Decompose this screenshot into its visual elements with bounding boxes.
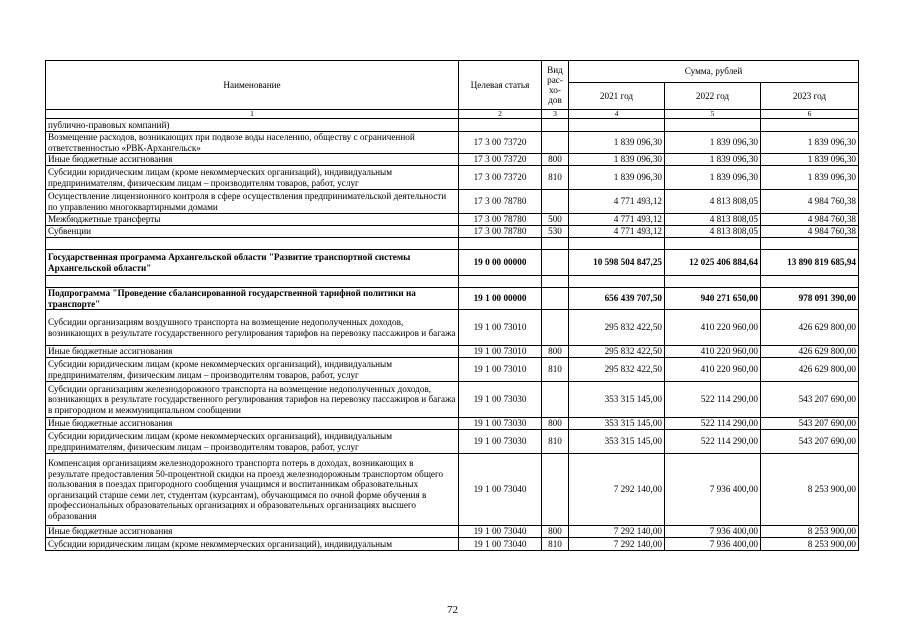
column-number: 3 <box>542 110 569 119</box>
column-number: 5 <box>665 110 761 119</box>
row-code-cell <box>459 238 542 250</box>
row-sum-2021-cell: 353 315 145,00 <box>569 418 665 430</box>
row-sum-2021-cell: 353 315 145,00 <box>569 382 665 418</box>
row-sum-2022-cell: 1 839 096,30 <box>665 154 761 166</box>
row-kind-cell <box>542 119 569 132</box>
row-code-cell: 17 3 00 73720 <box>459 132 542 154</box>
row-name-cell: Субсидии юридическим лицам (кроме некоммерческих организаций), индивидуальным <box>46 538 459 551</box>
row-kind-cell <box>542 132 569 154</box>
table-body <box>46 61 859 551</box>
row-name-cell: Возмещение расходов, возникающих при подвозе воды населению, обществу с ограниченной ответственностью «РВК-Архангельск» <box>46 132 459 154</box>
row-sum-2022-cell: 410 220 960,00 <box>665 358 761 382</box>
table-row <box>46 418 859 430</box>
row-code-cell: 19 1 00 73030 <box>459 418 542 430</box>
row-sum-2023-cell: 978 091 390,00 <box>761 288 859 310</box>
row-code-cell: 19 1 00 00000 <box>459 288 542 310</box>
table-row <box>46 190 859 214</box>
row-code-cell: 19 1 00 73010 <box>459 358 542 382</box>
row-code-cell: 17 3 00 73720 <box>459 166 542 190</box>
row-sum-2023-cell: 8 253 900,00 <box>761 526 859 538</box>
row-sum-2022-cell: 4 813 808,05 <box>665 190 761 214</box>
row-sum-2022-cell: 522 114 290,00 <box>665 430 761 454</box>
row-sum-2021-cell: 1 839 096,30 <box>569 154 665 166</box>
row-code-cell: 19 1 00 73010 <box>459 310 542 346</box>
row-code-cell: 19 1 00 73010 <box>459 346 542 358</box>
row-sum-2023-cell: 8 253 900,00 <box>761 538 859 551</box>
column-number: 1 <box>46 110 459 119</box>
row-name-cell: Осуществление лицензионного контроля в сфере осуществления предпринимательской деятельности по управлению многоквартирными домами <box>46 190 459 214</box>
row-sum-2021-cell: 4 771 493,12 <box>569 190 665 214</box>
col-header-2022: 2022 год <box>665 83 761 110</box>
col-header-kind: Вид рас-хо-дов <box>542 61 569 110</box>
row-kind-cell: 810 <box>542 166 569 190</box>
row-kind-cell <box>542 454 569 526</box>
row-sum-2021-cell <box>569 119 665 132</box>
table-row <box>46 214 859 226</box>
row-sum-2023-cell: 543 207 690,00 <box>761 430 859 454</box>
row-sum-2022-cell: 4 813 808,05 <box>665 214 761 226</box>
row-code-cell <box>459 276 542 288</box>
column-number: 2 <box>459 110 542 119</box>
table-row <box>46 382 859 418</box>
table-row <box>46 119 859 132</box>
row-code-cell: 19 1 00 73040 <box>459 454 542 526</box>
row-sum-2022-cell: 7 936 400,00 <box>665 538 761 551</box>
row-sum-2022-cell: 12 025 406 884,64 <box>665 250 761 276</box>
table-row <box>46 538 859 551</box>
row-sum-2022-cell: 940 271 650,00 <box>665 288 761 310</box>
row-sum-2021-cell <box>569 238 665 250</box>
row-kind-cell <box>542 238 569 250</box>
table-row <box>46 166 859 190</box>
row-name-cell: Государственная программа Архангельской области "Развитие транспортной системы Архангельской области" <box>46 250 459 276</box>
row-sum-2023-cell: 426 629 800,00 <box>761 310 859 346</box>
table-row <box>46 430 859 454</box>
row-kind-cell <box>542 382 569 418</box>
table-row <box>46 250 859 276</box>
row-sum-2022-cell <box>665 119 761 132</box>
row-name-cell: Субсидии юридическим лицам (кроме некоммерческих организаций), индивидуальным предпринимателям, физическим лицам – производителям товаров, работ, услуг <box>46 166 459 190</box>
row-code-cell: 17 3 00 78780 <box>459 226 542 238</box>
row-sum-2021-cell: 7 292 140,00 <box>569 538 665 551</box>
row-name-cell <box>46 276 459 288</box>
row-sum-2022-cell: 4 813 808,05 <box>665 226 761 238</box>
row-code-cell: 19 1 00 73030 <box>459 430 542 454</box>
row-sum-2023-cell: 543 207 690,00 <box>761 418 859 430</box>
row-sum-2023-cell: 4 984 760,38 <box>761 226 859 238</box>
row-sum-2022-cell: 410 220 960,00 <box>665 346 761 358</box>
row-sum-2023-cell <box>761 119 859 132</box>
col-header-sum: Сумма, рублей <box>569 61 859 83</box>
row-name-cell: Субсидии организациям железнодорожного транспорта на возмещение недополученных доходов, возникающих в результате государственного регулирования тарифов на перевозку пассажиров и багажа в пригородном и межмуниципальном сообщении <box>46 382 459 418</box>
row-kind-cell: 530 <box>542 226 569 238</box>
col-header-2023: 2023 год <box>761 83 859 110</box>
col-header-2021: 2021 год <box>569 83 665 110</box>
row-sum-2021-cell: 295 832 422,50 <box>569 358 665 382</box>
table-row <box>46 526 859 538</box>
row-code-cell: 17 3 00 73720 <box>459 154 542 166</box>
row-name-cell: Иные бюджетные ассигнования <box>46 346 459 358</box>
row-code-cell: 17 3 00 78780 <box>459 214 542 226</box>
row-sum-2022-cell: 7 936 400,00 <box>665 454 761 526</box>
row-name-cell: Иные бюджетные ассигнования <box>46 418 459 430</box>
row-kind-cell: 800 <box>542 346 569 358</box>
row-kind-cell: 810 <box>542 538 569 551</box>
row-name-cell: Субсидии организациям воздушного транспорта на возмещение недополученных доходов, возникающих в результате государственного регулирования тарифов на перевозку пассажиров и багажа <box>46 310 459 346</box>
row-kind-cell <box>542 190 569 214</box>
row-sum-2021-cell: 7 292 140,00 <box>569 454 665 526</box>
budget-table <box>45 60 859 551</box>
table-row <box>46 346 859 358</box>
row-name-cell: Субсидии юридическим лицам (кроме некоммерческих организаций), индивидуальным предпринимателям, физическим лицам – производителям товаров, работ, услуг <box>46 358 459 382</box>
row-sum-2023-cell: 4 984 760,38 <box>761 190 859 214</box>
row-kind-cell <box>542 288 569 310</box>
row-code-cell: 19 1 00 73040 <box>459 526 542 538</box>
table-row <box>46 454 859 526</box>
row-sum-2021-cell: 4 771 493,12 <box>569 226 665 238</box>
row-sum-2021-cell: 10 598 504 847,25 <box>569 250 665 276</box>
row-sum-2022-cell: 1 839 096,30 <box>665 166 761 190</box>
table-row <box>46 358 859 382</box>
row-name-cell: Подпрограмма "Проведение сбалансированной государственной тарифной политики на транспорте" <box>46 288 459 310</box>
row-sum-2023-cell <box>761 238 859 250</box>
row-name-cell: публично-правовых компаний) <box>46 119 459 132</box>
row-sum-2023-cell: 4 984 760,38 <box>761 214 859 226</box>
row-sum-2021-cell: 295 832 422,50 <box>569 310 665 346</box>
row-sum-2023-cell: 1 839 096,30 <box>761 166 859 190</box>
row-sum-2023-cell: 426 629 800,00 <box>761 346 859 358</box>
row-name-cell: Иные бюджетные ассигнования <box>46 154 459 166</box>
row-kind-cell <box>542 276 569 288</box>
row-name-cell: Компенсация организациям железнодорожного транспорта потерь в доходах, возникающих в результате предоставления 50-процентной скидки на проезд железнодорожным транспортом общего пользования в поездах пригородного сообщения учащимся и воспитанникам образовательных организаций старше семи лет, студентам (курсантам), обучающимся по очной форме обучения в профессиональных образовательных организациях и образовательных организациях высшего образования <box>46 454 459 526</box>
table-row <box>46 226 859 238</box>
row-sum-2023-cell: 8 253 900,00 <box>761 454 859 526</box>
table-row <box>46 132 859 154</box>
page-number: 72 <box>447 604 458 616</box>
column-number: 4 <box>569 110 665 119</box>
row-name-cell: Межбюджетные трансферты <box>46 214 459 226</box>
row-sum-2021-cell: 1 839 096,30 <box>569 166 665 190</box>
row-sum-2023-cell: 1 839 096,30 <box>761 132 859 154</box>
row-sum-2021-cell: 1 839 096,30 <box>569 132 665 154</box>
row-sum-2023-cell <box>761 276 859 288</box>
row-kind-cell: 800 <box>542 154 569 166</box>
row-code-cell: 19 1 00 73030 <box>459 382 542 418</box>
row-sum-2022-cell: 410 220 960,00 <box>665 310 761 346</box>
row-kind-cell: 810 <box>542 430 569 454</box>
row-name-cell: Субвенции <box>46 226 459 238</box>
row-sum-2021-cell: 656 439 707,50 <box>569 288 665 310</box>
row-sum-2022-cell <box>665 238 761 250</box>
col-header-target: Целевая статья <box>459 61 542 110</box>
row-kind-cell <box>542 250 569 276</box>
row-sum-2022-cell: 522 114 290,00 <box>665 382 761 418</box>
row-sum-2022-cell <box>665 276 761 288</box>
row-kind-cell <box>542 310 569 346</box>
row-sum-2023-cell: 1 839 096,30 <box>761 154 859 166</box>
row-kind-cell: 800 <box>542 526 569 538</box>
table-row <box>46 276 859 288</box>
row-sum-2022-cell: 7 936 400,00 <box>665 526 761 538</box>
table-row <box>46 310 859 346</box>
row-sum-2022-cell: 1 839 096,30 <box>665 132 761 154</box>
table-row <box>46 288 859 310</box>
row-code-cell: 17 3 00 78780 <box>459 190 542 214</box>
row-name-cell <box>46 238 459 250</box>
col-header-name: Наименование <box>46 61 459 110</box>
row-sum-2021-cell: 295 832 422,50 <box>569 346 665 358</box>
row-code-cell: 19 1 00 73040 <box>459 538 542 551</box>
row-sum-2021-cell <box>569 276 665 288</box>
row-sum-2023-cell: 543 207 690,00 <box>761 382 859 418</box>
row-sum-2021-cell: 7 292 140,00 <box>569 526 665 538</box>
row-sum-2022-cell: 522 114 290,00 <box>665 418 761 430</box>
row-kind-cell: 810 <box>542 358 569 382</box>
column-number: 6 <box>761 110 859 119</box>
row-sum-2021-cell: 4 771 493,12 <box>569 214 665 226</box>
row-sum-2023-cell: 13 890 819 685,94 <box>761 250 859 276</box>
row-kind-cell: 500 <box>542 214 569 226</box>
row-name-cell: Иные бюджетные ассигнования <box>46 526 459 538</box>
row-code-cell <box>459 119 542 132</box>
column-number-row <box>46 110 859 119</box>
row-sum-2023-cell: 426 629 800,00 <box>761 358 859 382</box>
row-code-cell: 19 0 00 00000 <box>459 250 542 276</box>
row-name-cell: Субсидии юридическим лицам (кроме некоммерческих организаций), индивидуальным предпринимателям, физическим лицам – производителям товаров, работ, услуг <box>46 430 459 454</box>
row-kind-cell: 800 <box>542 418 569 430</box>
table-row <box>46 154 859 166</box>
table-row <box>46 238 859 250</box>
header-row <box>46 61 859 83</box>
row-sum-2021-cell: 353 315 145,00 <box>569 430 665 454</box>
